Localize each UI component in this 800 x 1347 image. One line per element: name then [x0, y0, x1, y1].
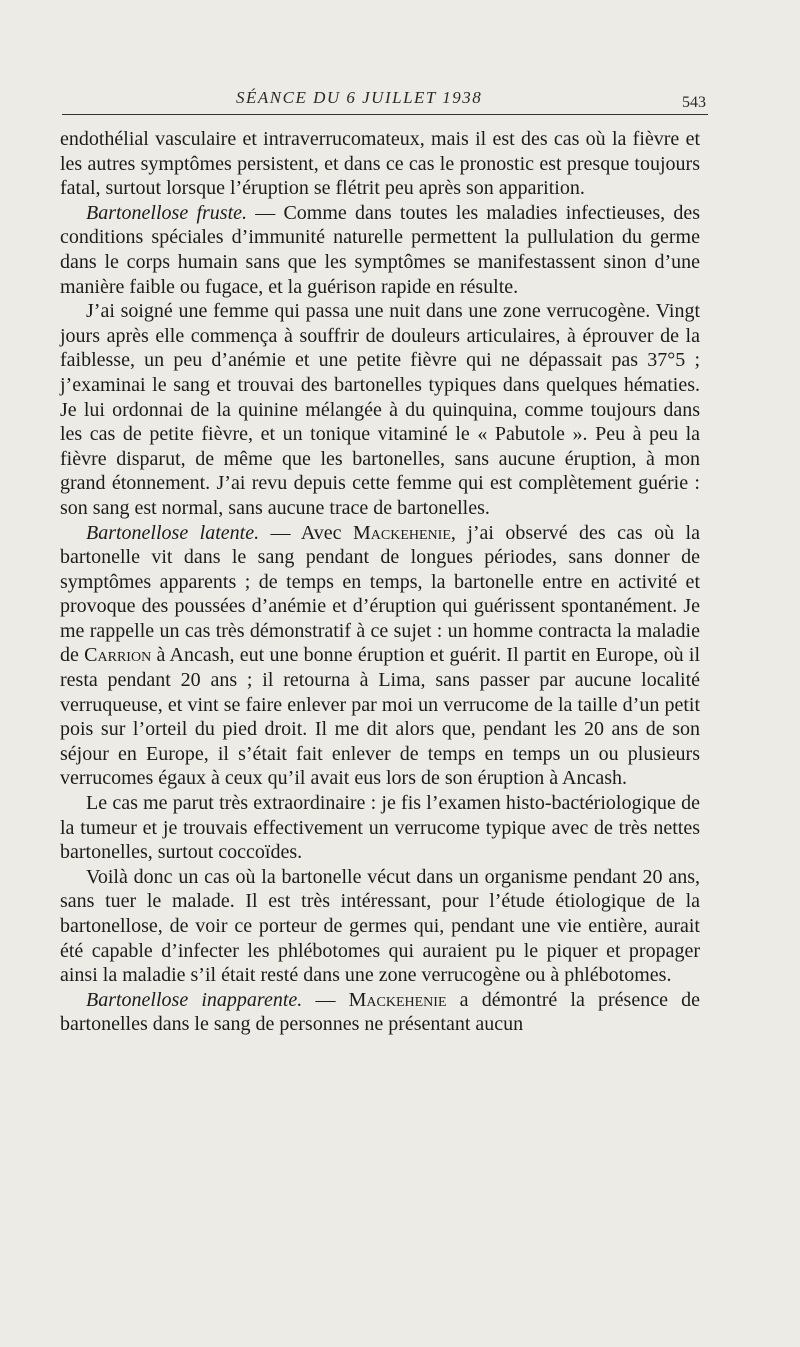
- paragraph-text: , j’ai observé des cas où la bartonelle vit dans le sang pendant de longues périodes, sans donner de symptômes apparents ; de temps en temps, la bartonelle entre en activité et provoque des poussées d’anémie et d’éruption qui guérissent spontanément. Je me rappelle un cas très démonstratif à ce sujet : un homme contracta la maladie de: [60, 521, 700, 667]
- section-heading: Bartonellose inapparente.: [86, 988, 303, 1011]
- paragraph-text: a démontré la présence de bartonelles dans le sang de personnes ne présentant aucun: [60, 988, 700, 1036]
- paragraph: [60, 791, 700, 865]
- paragraph-text: — Comme dans toutes les maladies infectieuses, des conditions spéciales d’immunité naturelle permettent la pullulation du germe dans le corps humain sans que les symptômes se manifestassent sinon d’une manière faible ou fugace, et la guérison rapide en résulte.: [60, 201, 700, 298]
- running-title: SÉANCE DU 6 JUILLET 1938: [236, 88, 483, 107]
- paragraph-text: J’ai soigné une femme qui passa une nuit dans une zone verrucogène. Vingt jours après elle commença à souffrir de douleurs articulaires, à éprouver de la faiblesse, un peu d’anémie et une petite fièvre qui ne dépassait pas 37°5 ; j’examinai le sang et trouvai des bartonelles typiques dans quelques hématies. Je lui ordonnai de la quinine mélangée à du quinquina, comme toujours dans les cas de petite fièvre, et un tonique vitaminé le « Pabutole ». Peu à peu la fièvre disparut, de même que les bartonelles, sans aucune éruption, à mon grand étonnement. J’ai revu depuis cette femme qui est complètement guérie : son sang est normal, sans aucune trace de bartonelles.: [60, 300, 700, 519]
- paragraph: [60, 988, 700, 1037]
- paragraph: [60, 299, 700, 520]
- paragraph: [60, 865, 700, 988]
- section-heading: Bartonellose latente.: [86, 521, 260, 544]
- paragraph-text: — Avec: [259, 521, 353, 544]
- paragraph: [60, 201, 700, 299]
- author-name: Mackehenie: [348, 988, 447, 1011]
- running-head: [0, 84, 800, 114]
- author-name: Carrion: [84, 644, 152, 667]
- paragraph-text: Voilà donc un cas où la bartonelle vécut dans un organisme pendant 20 ans, sans tuer le malade. Il est très intéressant, pour l’étude étiologique de la bartonellose, de voir ce porteur de germes qui, pendant une vie entière, aurait été capable d’infecter les phlébotomes qui auraient pu le piquer et propager ainsi la maladie s’il était resté dans une zone verrucogène ou à phlébotomes.: [60, 865, 700, 987]
- paragraph: [60, 521, 700, 792]
- paragraph-text: endothélial vasculaire et intraverrucomateux, mais il est des cas où la fièvre et les autres symptômes persistent, et dans ce cas le pronostic est presque toujours fatal, surtout lorsque l’éruption se flétrit peu après son apparition.: [60, 128, 700, 200]
- body-text: [60, 127, 700, 1037]
- page-number: 543: [682, 94, 706, 111]
- paragraph-text: Le cas me parut très extraordinaire : je fis l’examen histo-bactériologique de la tumeur et je trouvais effectivement un verrucome typique avec de très nettes bartonelles, surtout coccoïdes.: [60, 792, 700, 864]
- header-rule: [62, 114, 708, 115]
- paragraph: [60, 127, 700, 201]
- author-name: Mackehenie: [353, 521, 451, 544]
- paragraph-text: —: [302, 988, 349, 1011]
- section-heading: Bartonellose fruste.: [86, 201, 247, 224]
- paragraph-text: à Ancash, eut une bonne éruption et guérit. Il partit en Europe, où il resta pendant 20 ans ; il retourna à Lima, sans passer par aucune localité verruqueuse, et vint se faire enlever par moi un verrucome de la taille d’un petit pois sur l’orteil du pied droit. Il me dit alors que, pendant les 20 ans de son séjour en Europe, il s’était fait enlever de temps en temps un ou plusieurs verrucomes égaux à ceux qu’il avait eus lors de son éruption à Ancash.: [60, 644, 700, 790]
